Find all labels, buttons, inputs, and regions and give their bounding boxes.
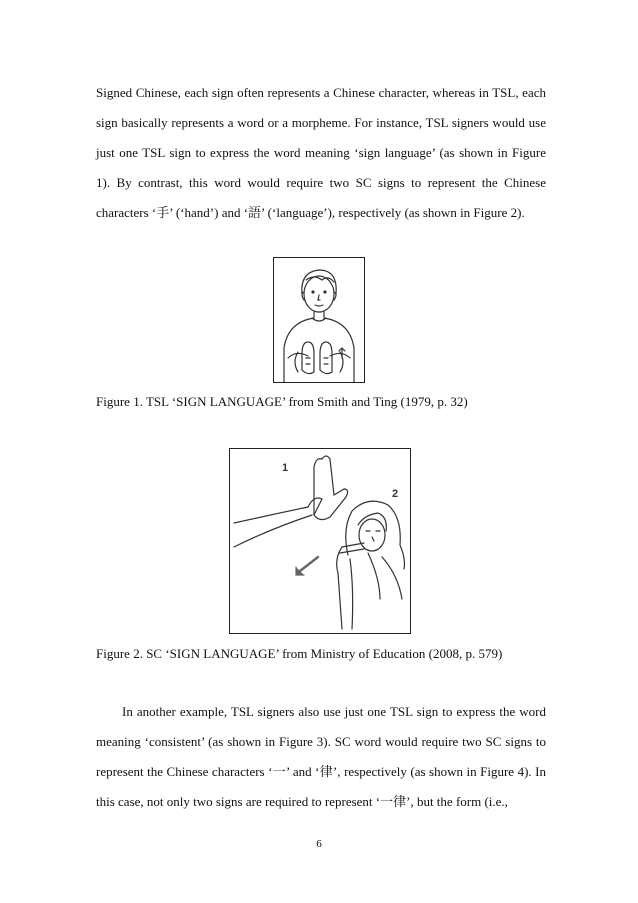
figure-2-image bbox=[229, 448, 411, 634]
body-paragraph-1: Signed Chinese, each sign often represents a Chinese character, whereas in TSL, each sign basically represents a word or a morpheme. For instance, TSL signers would use just one TSL sign to express the word meaning ‘sign language’ (as shown in Figure 1). By contrast, this word would require two SC signs to represent the Chinese characters ‘手’ (‘hand’) and ‘語’ (‘language’), respectively (as shown in Figure 2). bbox=[96, 85, 546, 220]
step-label-2: 2 bbox=[392, 488, 399, 500]
figure-1-image bbox=[273, 257, 365, 383]
body-paragraph-2: In another example, TSL signers also use just one TSL sign to express the word meaning ‘consistent’ (as shown in Figure 3). SC word would require two SC signs to represent the Chinese characters ‘一’ and ‘律’, respectively (as shown in Figure 4). In this case, not only two signs are required to represent ‘一律’, but the form (i.e., bbox=[96, 704, 546, 809]
page-number: 6 bbox=[316, 838, 322, 850]
figure-1-caption: Figure 1. TSL ‘SIGN LANGUAGE’ from Smith and Ting (1979, p. 32) bbox=[96, 394, 468, 409]
step-label-1: 1 bbox=[282, 462, 289, 474]
figure-2-caption: Figure 2. SC ‘SIGN LANGUAGE’ from Ministry of Education (2008, p. 579) bbox=[96, 646, 503, 661]
sc-sign-language-illustration bbox=[230, 449, 410, 633]
tsl-sign-language-illustration bbox=[274, 258, 364, 382]
